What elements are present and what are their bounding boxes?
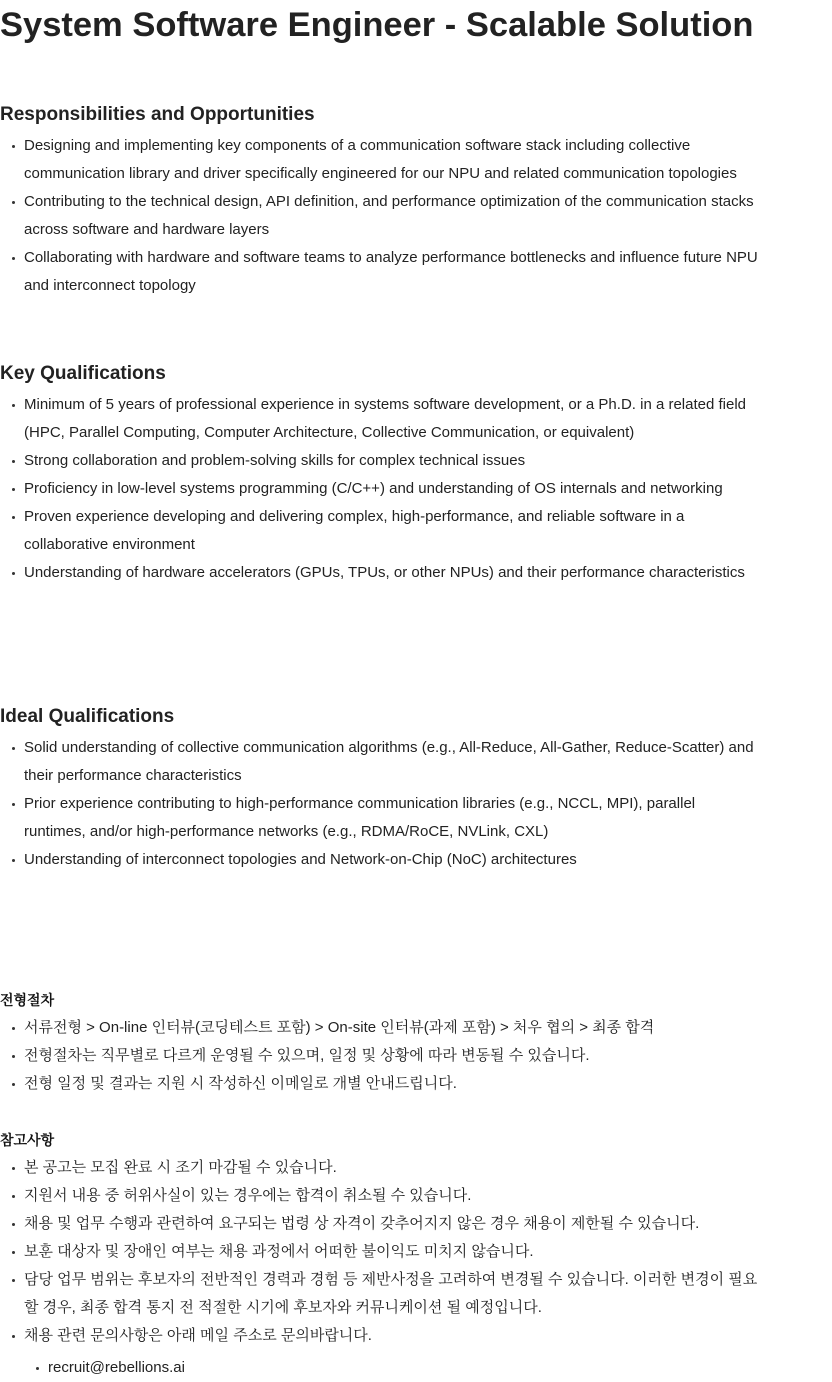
section-heading-hiring-process: 전형절차 (0, 992, 55, 1008)
list-item: Collaborating with hardware and software teams to analyze performance bottlenecks and influence future NPU and interconnect topology (0, 244, 760, 300)
list-item: Solid understanding of collective communication algorithms (e.g., All-Reduce, All-Gather, Reduce-Scatter) and their performance characteristics (0, 734, 760, 790)
contact-email[interactable]: recruit@rebellions.ai (24, 1354, 760, 1382)
list-item: 전형절차는 직무별로 다르게 운영될 수 있으며, 일정 및 상황에 따라 변동될 수 있습니다. (0, 1042, 760, 1070)
list-item: Strong collaboration and problem-solving skills for complex technical issues (0, 447, 760, 475)
list-item: Understanding of interconnect topologies and Network-on-Chip (NoC) architectures (0, 846, 760, 874)
list-item: Understanding of hardware accelerators (GPUs, TPUs, or other NPUs) and their performance characteristics (0, 559, 760, 587)
section-hiring-process (0, 990, 760, 1098)
list-item: Proficiency in low-level systems programming (C/C++) and understanding of OS internals and networking (0, 475, 760, 503)
list-item: 본 공고는 모집 완료 시 조기 마감될 수 있습니다. (0, 1154, 760, 1182)
list-item: 서류전형 > On-line 인터뷰(코딩테스트 포함) > On-site 인터뷰(과제 포함) > 처우 협의 > 최종 합격 (0, 1014, 760, 1042)
list-item-contact (0, 1322, 760, 1382)
page-title: System Software Engineer - Scalable Solution (0, 6, 754, 44)
list-item: 채용 및 업무 수행과 관련하여 요구되는 법령 상 자격이 갖추어지지 않은 경우 채용이 제한될 수 있습니다. (0, 1210, 760, 1238)
list-item: Contributing to the technical design, API definition, and performance optimization of the communication stacks across software and hardware layers (0, 188, 760, 244)
contact-list (24, 1354, 760, 1382)
hiring-process-list (0, 1014, 760, 1098)
section-notes (0, 1130, 760, 1382)
section-ideal-qualifications (0, 704, 760, 874)
list-item: Proven experience developing and delivering complex, high-performance, and reliable software in a collaborative environment (0, 503, 760, 559)
ideal-qualifications-list (0, 734, 760, 874)
key-qualifications-list (0, 391, 760, 587)
section-heading-notes: 참고사항 (0, 1132, 55, 1148)
list-item: 전형 일정 및 결과는 지원 시 작성하신 이메일로 개별 안내드립니다. (0, 1070, 760, 1098)
contact-instruction: 채용 관련 문의사항은 아래 메일 주소로 문의바랍니다. (24, 1327, 372, 1344)
responsibilities-list (0, 132, 760, 300)
section-key-qualifications (0, 361, 760, 587)
list-item: 지원서 내용 중 허위사실이 있는 경우에는 합격이 취소될 수 있습니다. (0, 1182, 760, 1210)
notes-list (0, 1154, 760, 1382)
list-item: Designing and implementing key components of a communication software stack including collective communication library and driver specifically engineered for our NPU and related communication topologies (0, 132, 760, 188)
section-heading-key-qualifications: Key Qualifications (0, 363, 166, 384)
section-heading-ideal-qualifications: Ideal Qualifications (0, 706, 175, 727)
list-item: 보훈 대상자 및 장애인 여부는 채용 과정에서 어떠한 불이익도 미치지 않습니다. (0, 1238, 760, 1266)
list-item: Minimum of 5 years of professional experience in systems software development, or a Ph.D. in a related field (HPC, Parallel Computing, Computer Architecture, Collective Communication, or equivalent) (0, 391, 760, 447)
list-item: Prior experience contributing to high-performance communication libraries (e.g., NCCL, MPI), parallel runtimes, and/or high-performance networks (e.g., RDMA/RoCE, NVLink, CXL) (0, 790, 760, 846)
section-responsibilities (0, 102, 760, 300)
list-item: 담당 업무 범위는 후보자의 전반적인 경력과 경험 등 제반사정을 고려하여 변경될 수 있습니다. 이러한 변경이 필요할 경우, 최종 합격 통지 전 적절한 시기에 후보자와 커뮤니케이션 될 예정입니다. (0, 1266, 760, 1322)
section-heading-responsibilities: Responsibilities and Opportunities (0, 104, 315, 125)
